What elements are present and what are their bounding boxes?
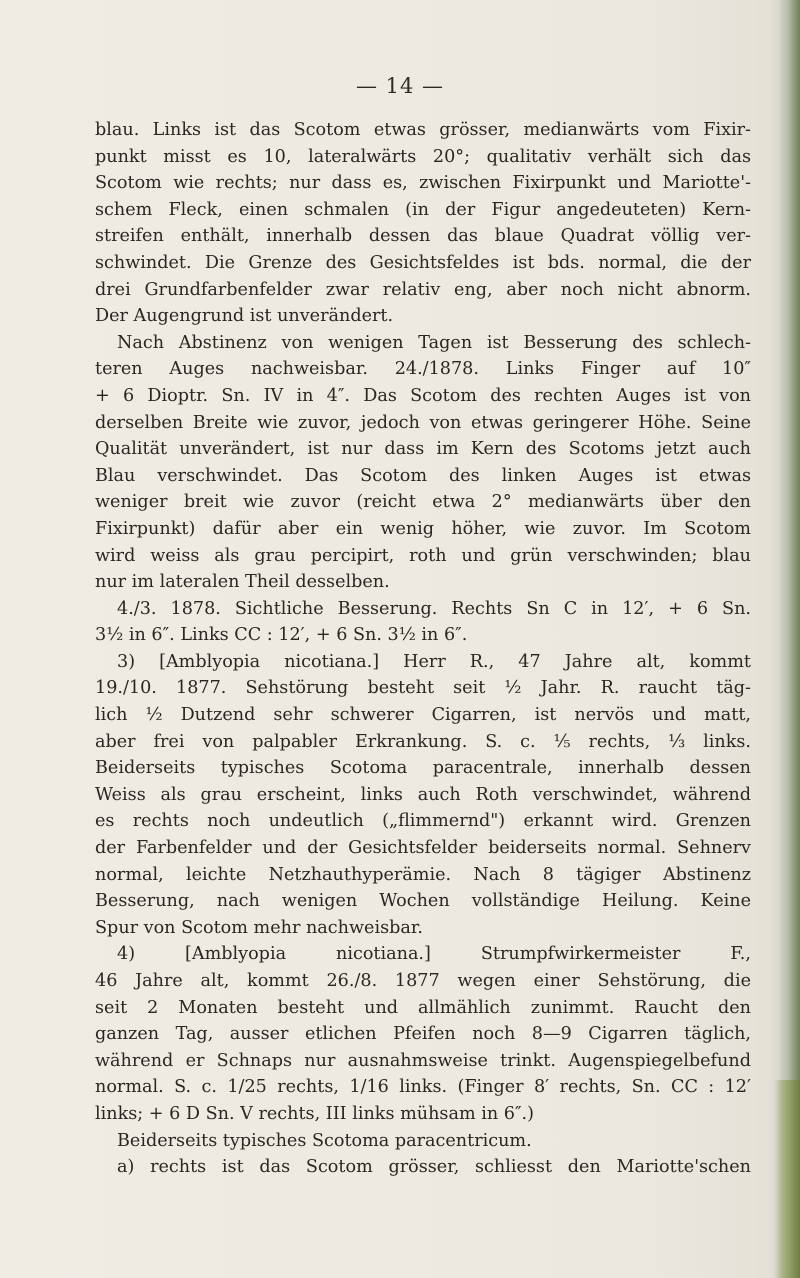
text-line: nur im lateralen Theil desselben. [95,572,390,593]
text-line: Spur von Scotom mehr nachweisbar. [95,917,423,938]
text-line: drei Grundfarbenfelder zwar relativ eng, aber noch nicht abnorm. [95,279,751,300]
text-line: Nach Abstinenz von wenigen Tagen ist Besserung des schlech- [117,332,751,353]
text-line: links; + 6 D Sn. V rechts, III links mühsam in 6″.) [95,1103,534,1124]
text-line: Besserung, nach wenigen Wochen vollständige Heilung. Keine [95,891,751,912]
text-line: Weiss als grau erscheint, links auch Roth verschwindet, während [95,784,751,805]
text-line: 3½ in 6″. Links CC : 12′, + 6 Sn. 3½ in 6″. [95,625,468,646]
page-edge-stain [774,1080,800,1278]
text-line: derselben Breite wie zuvor, jedoch von etwas geringerer Höhe. Seine [95,412,751,433]
text-line: weniger breit wie zuvor (reicht etwa 2° medianwärts über den [95,492,751,513]
text-line: 3) [Amblyopia nicotiana.] Herr R., 47 Jahre alt, kommt [117,651,751,672]
text-line: wird weiss als grau percipirt, roth und grün verschwinden; blau [95,545,751,566]
text-line: schwindet. Die Grenze des Gesichtsfeldes ist bds. normal, die der [95,252,751,273]
text-line: Der Augengrund ist unverändert. [95,306,394,327]
page-number: — 14 — [355,74,445,98]
text-line: 46 Jahre alt, kommt 26./8. 1877 wegen einer Sehstörung, die [95,971,751,991]
text-line: der Farbenfelder und der Gesichtsfelder beiderseits normal. Sehnerv [95,838,751,859]
text-line: seit 2 Monaten besteht und allmählich zunimmt. Raucht den [95,997,751,1018]
text-line: lich ½ Dutzend sehr schwerer Cigarren, ist nervös und matt, [95,705,751,726]
text-line: normal, leichte Netzhauthyperämie. Nach 8 tägiger Abstinenz [95,864,751,885]
text-line: schem Fleck, einen schmalen (in der Figur angedeuteten) Kern- [95,199,751,220]
text-line: normal. S. c. 1/25 rechts, 1/16 links. (Finger 8′ rechts, Sn. CC : 12′ [95,1077,751,1098]
text-line: punkt misst es 10, lateralwärts 20°; qualitativ verhält sich das [95,146,751,167]
text-line: teren Auges nachweisbar. 24./1878. Links Finger auf 10″ [95,359,751,380]
text-line: während er Schnaps nur ausnahmsweise trinkt. Augenspiegelbefund [95,1050,751,1071]
text-line: ganzen Tag, ausser etlichen Pfeifen noch 8—9 Cigarren täglich, [95,1024,751,1045]
text-line: Fixirpunkt) dafür aber ein wenig höher, wie zuvor. Im Scotom [95,518,751,539]
text-line: es rechts noch undeutlich („flimmernd") erkannt wird. Grenzen [95,811,751,832]
text-line: a) rechts ist das Scotom grösser, schliesst den Mariotte'schen [117,1157,751,1178]
text-line: aber frei von palpabler Erkrankung. S. c. ⅕ rechts, ⅓ links. [95,731,751,752]
text-line: Beiderseits typisches Scotoma paracentrale, innerhalb dessen [95,758,751,779]
text-line: Blau verschwindet. Das Scotom des linken Auges ist etwas [95,465,751,486]
text-line: Beiderseits typisches Scotoma paracentricum. [117,1130,532,1151]
text-line: 4./3. 1878. Sichtliche Besserung. Rechts Sn C in 12′, + 6 Sn. [117,598,751,619]
text-line: blau. Links ist das Scotom etwas grösser, medianwärts vom Fixir- [95,120,751,140]
body-text [95,117,751,1181]
text-line: streifen enthält, innerhalb dessen das blaue Quadrat völlig ver- [95,226,751,247]
text-line: Qualität unverändert, ist nur dass im Kern des Scotoms jetzt auch [95,439,751,460]
text-line: + 6 Dioptr. Sn. IV in 4″. Das Scotom des rechten Auges ist von [95,385,751,406]
text-line: 4) [Amblyopia nicotiana.] Strumpfwirkermeister F., [117,944,751,965]
text-line: 19./10. 1877. Sehstörung besteht seit ½ Jahr. R. raucht täg- [95,678,751,699]
text-line: Scotom wie rechts; nur dass es, zwischen Fixirpunkt und Mariotte'- [95,173,751,194]
